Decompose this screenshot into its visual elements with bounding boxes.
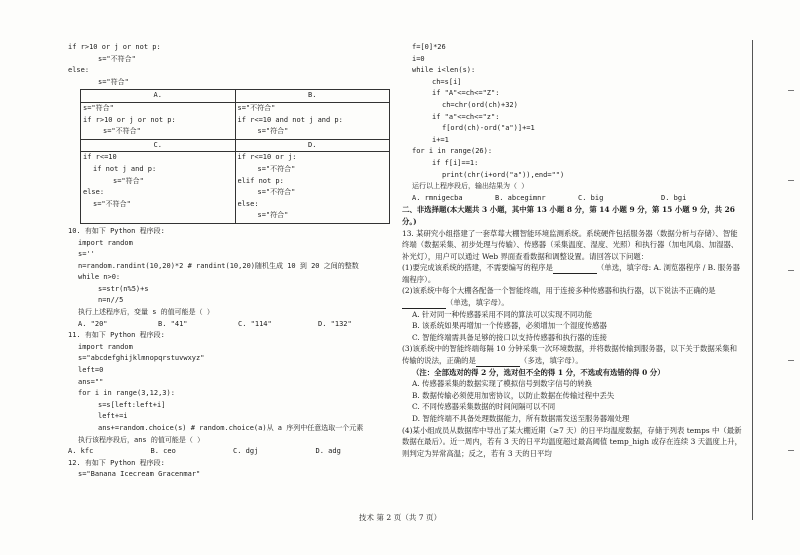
code-line: if r<=10 (83, 153, 117, 162)
code-line: s="不符合" (98, 54, 136, 63)
option-a[interactable]: A. rmnigecba (412, 193, 463, 202)
option-a-code (81, 102, 236, 139)
code-line: left=0 (78, 366, 104, 375)
question-13-part-3 (402, 343, 744, 366)
option-a[interactable]: A. 针对同一种传感器采用不同的算法可以实现不同功能 (412, 309, 593, 319)
option-d[interactable]: D. 智能终端不具备处理数据能力，所有数据需发送至服务器端处理 (412, 414, 630, 423)
binding-mark (788, 270, 794, 271)
option-d[interactable]: D. bgi (661, 193, 687, 202)
binding-mark (788, 180, 794, 181)
question-13-intro: 13. 某研究小组搭建了一套草莓大棚智能环境监测系统。系统硬件包括服务器（数据分析与存储）、智能终端（数据采集、初步处理与传输）、传感器（采集温度、湿度、光照）和执行器（加电风扇、加湿器、补光灯），用户可以通过 Web 界面查看数据和调整设置。请回答以下问题： (402, 228, 739, 261)
page-footer: 技术 第 2 页（共 7 页） (358, 513, 442, 522)
option-c[interactable]: C. big (578, 193, 604, 202)
code-line: if f[i]==1: (432, 158, 479, 167)
code-line: s="不符合" (103, 127, 141, 136)
code-line: if "a"<=ch<="z": (432, 112, 500, 121)
option-c-code (81, 152, 236, 224)
code-line: s="Banana Icecream Gracenmar" (78, 470, 201, 479)
question-text: （单选，填字母: A. 浏览器程序 / B. 服务器端程序）。 (402, 263, 740, 284)
option-a[interactable]: A. "20" (78, 319, 108, 328)
code-line: left+=i (98, 412, 128, 421)
option-b[interactable]: B. "41" (158, 319, 188, 328)
code-line: f[ord(ch)-ord("a")]+=1 (442, 124, 535, 133)
question-prompt: 执行该程序段后，ans 的值可能是（ ） (78, 435, 205, 444)
code-line: if r<=10 and not j and p: (237, 115, 343, 124)
question-12-options (402, 193, 744, 205)
left-column (68, 42, 398, 481)
question-11-stem: 11. 有如下 Python 程序段: (68, 331, 165, 340)
code-line: if r>10 or j or not p: (83, 115, 176, 124)
code-line: if r<=10 or j: (237, 153, 297, 162)
code-line: s="符合" (257, 211, 289, 220)
question-text: (1)要完成该系统的搭建，不需要编写的程序是 (402, 263, 553, 273)
question-text: （多选，填字母）。 (519, 356, 583, 366)
question-text: （单选，填字母）。 (446, 298, 509, 308)
option-header-c: C. (81, 139, 236, 152)
question-prompt: 运行以上程序段后，输出结果为（ ） (412, 182, 529, 191)
code-line: ch=s[i] (432, 77, 462, 86)
option-b[interactable]: B. ceo (150, 447, 176, 456)
code-line: import random (78, 238, 133, 247)
question-13-part-4: (4)某小组成员从数据库中导出了某大棚近期（≥7 天）的日平均温度数据，存储于列表 temps 中（最新数据在最后）。近一周内，若有 3 天的日平均温度超过最高阈值 temp_high 或存在连续 3 天温度上升，则判定为异常高温；反之，若有 3 天的日平均 (402, 425, 743, 458)
code-line: while n>0: (78, 273, 121, 282)
option-c[interactable]: C. "114" (238, 319, 272, 328)
binding-mark (788, 90, 794, 91)
code-line: s="不符合" (93, 199, 131, 208)
code-line: while i<len(s): (412, 66, 476, 75)
binding-mark (788, 450, 794, 451)
code-line: i+=1 (432, 135, 449, 144)
option-a[interactable]: A. 传感器采集的数据实现了模拟信号到数字信号的转换 (412, 379, 593, 389)
question-10-stem: 10. 有如下 Python 程序段: (68, 226, 165, 235)
right-column (402, 42, 744, 459)
code-line: for i in range(26): (412, 147, 493, 156)
code-line: s=s[left:left+i] (98, 400, 166, 409)
question-13-part-1 (402, 262, 744, 285)
question-text: (2)该系统中每个大棚各配备一个智能终端，用于连接多种传感器和执行器，以下说法不正确的是 (402, 286, 716, 296)
code-line: n=random.randint(10,20)*2 # randint(10,20)随机生成 10 到 20 之间的整数 (78, 261, 359, 270)
code-line: s="符合" (98, 77, 129, 86)
question-prompt: 执行上述程序后，变量 s 的值可能是（ ） (78, 308, 214, 317)
code-line: elif not p: (237, 176, 284, 185)
binding-line (752, 40, 753, 520)
option-c[interactable]: C. 智能终端需具备足够的接口以支持传感器和执行器的连接 (412, 332, 607, 342)
binding-mark (788, 360, 794, 361)
option-d[interactable]: D. "132" (318, 319, 352, 328)
question-12-stem: 12. 有如下 Python 程序段: (68, 458, 165, 467)
code-line: s="不符合" (257, 188, 296, 197)
question-10-options (68, 319, 398, 331)
scoring-note: （注：全部选对的得 2 分，选对但不全的得 1 分，不选或有选错的得 0 分） (412, 367, 665, 377)
code-line: else: (83, 188, 105, 197)
code-line: import random (78, 342, 133, 351)
code-line: for i in range(3,12,3): (78, 389, 175, 398)
code-line: f=[0]*26 (412, 43, 446, 51)
code-line: if not j and p: (93, 164, 157, 173)
code-line: if r>10 or j or not p: (68, 43, 161, 51)
option-c[interactable]: C. dgj (233, 447, 259, 456)
code-line: print(chr(i+ord("a")),end="") (442, 170, 565, 179)
option-c[interactable]: C. 不同传感器采集数据的时间间隔可以不同 (412, 402, 556, 412)
code-line: n=n//5 (98, 296, 124, 305)
option-a[interactable]: A. kfc (68, 447, 94, 456)
options-table (80, 89, 390, 224)
option-header-b: B. (235, 90, 390, 103)
code-line: s="符合" (257, 127, 289, 136)
answer-blank[interactable] (402, 300, 446, 309)
option-header-d: D. (235, 139, 390, 152)
code-line: s=str(n%5)+s (98, 284, 149, 293)
code-line: else: (237, 199, 259, 208)
code-line: if "A"<=ch<="Z": (432, 89, 500, 98)
option-b-code (235, 102, 390, 139)
code-line: s="不符合" (257, 164, 296, 173)
option-b[interactable]: B. abcegimnr (495, 193, 546, 202)
option-b[interactable]: B. 该系统如果再增加一个传感器，必须增加一个湿度传感器 (412, 321, 607, 331)
question-13-part-2 (402, 285, 744, 308)
option-header-a: A. (81, 90, 236, 103)
code-line: s="abcdefghijklmnopqrstuvwxyz" (78, 354, 205, 363)
question-11-options (68, 446, 398, 458)
answer-blank[interactable] (553, 265, 597, 274)
code-line: s='' (78, 250, 95, 259)
section-heading: 二、非选择题(本大题共 3 小题，其中第 13 小题 8 分，第 14 小题 9 分，第 15 小题 9 分，共 26 分。) (402, 205, 735, 226)
code-line: ans="" (78, 377, 104, 386)
code-line: ch=chr(ord(ch)+32) (442, 100, 518, 109)
option-d-code (235, 152, 390, 224)
code-line: s="不符合" (237, 103, 276, 112)
code-line: ans+=random.choice(s) # random.choice(a)从 a 序列中任意选取一个元素 (98, 424, 364, 432)
code-line: i=0 (412, 54, 425, 63)
code-line: s="符合" (113, 176, 144, 185)
option-b[interactable]: B. 数据传输必须使用加密协议，以防止数据在传输过程中丢失 (412, 390, 615, 400)
code-line: s="符合" (83, 103, 114, 112)
option-d[interactable]: D. adg (315, 447, 341, 456)
code-line: else: (68, 66, 90, 75)
question-text: (3)该系统中的智能终端每隔 10 分钟采集一次环境数据，并将数据传输到服务器，以下关于数据采集和传输的说法，正确的是 (402, 344, 737, 366)
answer-blank[interactable] (476, 358, 520, 367)
